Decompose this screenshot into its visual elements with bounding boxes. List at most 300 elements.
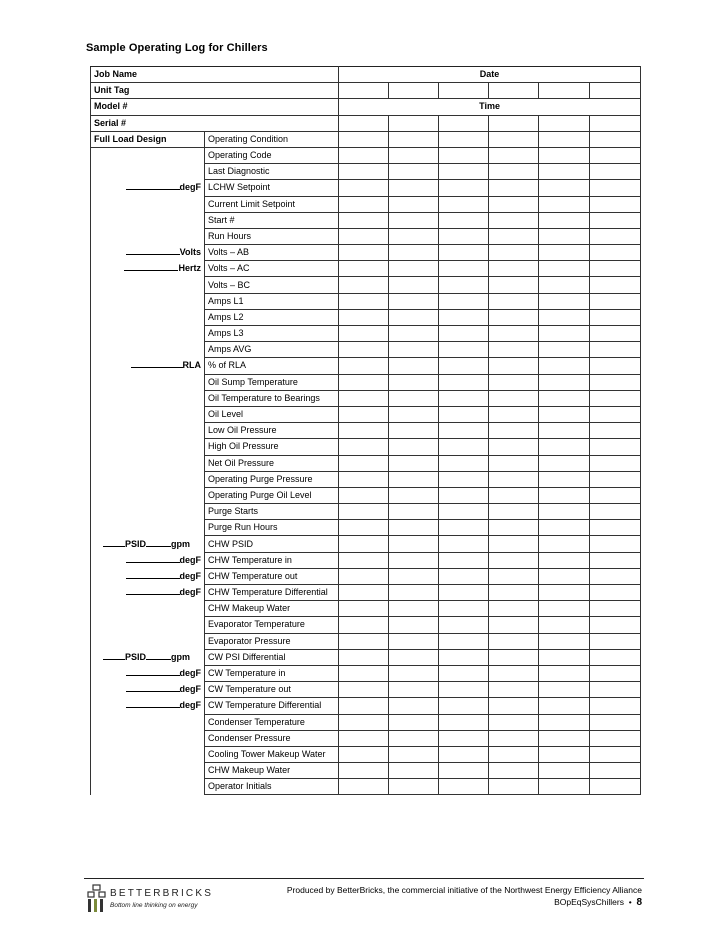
reading-cell[interactable] <box>590 617 641 633</box>
reading-cell[interactable] <box>539 277 590 293</box>
reading-cell[interactable] <box>590 585 641 601</box>
reading-cell[interactable] <box>590 665 641 681</box>
design-value-cell <box>91 779 205 795</box>
reading-cell[interactable] <box>489 471 539 487</box>
time-cell[interactable] <box>439 115 489 131</box>
reading-cell[interactable] <box>489 568 539 584</box>
header-row-job-name <box>91 67 641 83</box>
reading-cell[interactable] <box>489 309 539 325</box>
reading-cell[interactable] <box>389 698 439 714</box>
reading-cell[interactable] <box>389 504 439 520</box>
reading-cell[interactable] <box>539 536 590 552</box>
date-cell[interactable] <box>339 83 389 99</box>
reading-cell[interactable] <box>339 277 389 293</box>
reading-cell[interactable] <box>590 309 641 325</box>
reading-cell[interactable] <box>439 131 489 147</box>
reading-cell[interactable] <box>389 487 439 503</box>
reading-cell[interactable] <box>389 326 439 342</box>
parameter-label: CHW Makeup Water <box>205 601 339 617</box>
parameter-label: Oil Temperature to Bearings <box>205 390 339 406</box>
reading-cell[interactable] <box>489 131 539 147</box>
reading-cell[interactable] <box>439 617 489 633</box>
reading-cell[interactable] <box>439 212 489 228</box>
reading-cell[interactable] <box>489 520 539 536</box>
reading-cell[interactable] <box>590 698 641 714</box>
reading-cell[interactable] <box>590 746 641 762</box>
reading-cell[interactable] <box>339 617 389 633</box>
reading-cell[interactable] <box>389 131 439 147</box>
design-unit-2: gpm <box>171 651 191 662</box>
design-value-cell <box>91 471 205 487</box>
reading-cell[interactable] <box>590 423 641 439</box>
reading-cell[interactable] <box>389 374 439 390</box>
reading-cell[interactable] <box>439 164 489 180</box>
reading-cell[interactable] <box>489 342 539 358</box>
reading-cell[interactable] <box>539 196 590 212</box>
reading-cell[interactable] <box>389 196 439 212</box>
reading-cell[interactable] <box>389 682 439 698</box>
reading-cell[interactable] <box>339 390 389 406</box>
reading-cell[interactable] <box>439 682 489 698</box>
reading-cell[interactable] <box>339 439 389 455</box>
reading-cell[interactable] <box>489 439 539 455</box>
reading-cell[interactable] <box>389 763 439 779</box>
reading-cell[interactable] <box>339 649 389 665</box>
reading-cell[interactable] <box>389 536 439 552</box>
reading-cell[interactable] <box>590 455 641 471</box>
reading-cell[interactable] <box>539 423 590 439</box>
reading-cell[interactable] <box>389 585 439 601</box>
reading-cell[interactable] <box>489 228 539 244</box>
reading-cell[interactable] <box>590 358 641 374</box>
design-value-cell <box>91 326 205 342</box>
reading-cell[interactable] <box>389 617 439 633</box>
log-row <box>91 374 641 390</box>
reading-cell[interactable] <box>439 471 489 487</box>
parameter-label: Volts – AC <box>205 261 339 277</box>
design-value-cell <box>91 682 205 698</box>
parameter-label: CHW Temperature out <box>205 568 339 584</box>
reading-cell[interactable] <box>339 471 389 487</box>
reading-cell[interactable] <box>489 763 539 779</box>
reading-cell[interactable] <box>489 633 539 649</box>
reading-cell[interactable] <box>489 245 539 261</box>
reading-cell[interactable] <box>339 212 389 228</box>
reading-cell[interactable] <box>539 180 590 196</box>
reading-cell[interactable] <box>389 568 439 584</box>
doc-id: BOpEqSysChillers <box>554 897 624 907</box>
log-row <box>91 746 641 762</box>
design-value-cell <box>91 374 205 390</box>
reading-cell[interactable] <box>489 649 539 665</box>
time-cell[interactable] <box>539 115 590 131</box>
reading-cell[interactable] <box>439 180 489 196</box>
parameter-label: Amps L2 <box>205 309 339 325</box>
reading-cell[interactable] <box>339 520 389 536</box>
reading-cell[interactable] <box>590 439 641 455</box>
parameter-label: Net Oil Pressure <box>205 455 339 471</box>
reading-cell[interactable] <box>439 374 489 390</box>
reading-cell[interactable] <box>590 147 641 163</box>
reading-cell[interactable] <box>489 504 539 520</box>
reading-cell[interactable] <box>389 164 439 180</box>
date-cell[interactable] <box>489 83 539 99</box>
parameter-label: Condenser Pressure <box>205 730 339 746</box>
reading-cell[interactable] <box>389 180 439 196</box>
reading-cell[interactable] <box>439 147 489 163</box>
reading-cell[interactable] <box>590 471 641 487</box>
reading-cell[interactable] <box>489 617 539 633</box>
reading-cell[interactable] <box>539 746 590 762</box>
date-cell[interactable] <box>389 83 439 99</box>
reading-cell[interactable] <box>389 471 439 487</box>
reading-cell[interactable] <box>489 779 539 795</box>
reading-cell[interactable] <box>389 212 439 228</box>
design-value-cell <box>91 568 205 584</box>
reading-cell[interactable] <box>389 455 439 471</box>
reading-cell[interactable] <box>590 293 641 309</box>
reading-cell[interactable] <box>539 439 590 455</box>
reading-cell[interactable] <box>439 326 489 342</box>
reading-cell[interactable] <box>439 390 489 406</box>
reading-cell[interactable] <box>339 342 389 358</box>
reading-cell[interactable] <box>439 261 489 277</box>
reading-cell[interactable] <box>590 568 641 584</box>
reading-cell[interactable] <box>339 326 389 342</box>
reading-cell[interactable] <box>339 131 389 147</box>
reading-cell[interactable] <box>590 649 641 665</box>
reading-cell[interactable] <box>339 309 389 325</box>
time-cell[interactable] <box>339 115 389 131</box>
reading-cell[interactable] <box>439 633 489 649</box>
reading-cell[interactable] <box>489 212 539 228</box>
design-value-cell <box>91 665 205 681</box>
reading-cell[interactable] <box>539 358 590 374</box>
reading-cell[interactable] <box>439 487 489 503</box>
reading-cell[interactable] <box>389 309 439 325</box>
design-value-cell <box>91 245 205 261</box>
reading-cell[interactable] <box>539 131 590 147</box>
reading-cell[interactable] <box>489 277 539 293</box>
reading-cell[interactable] <box>590 406 641 422</box>
reading-cell[interactable] <box>339 504 389 520</box>
reading-cell[interactable] <box>489 552 539 568</box>
reading-cell[interactable] <box>339 406 389 422</box>
reading-cell[interactable] <box>489 390 539 406</box>
parameter-label: High Oil Pressure <box>205 439 339 455</box>
reading-cell[interactable] <box>539 601 590 617</box>
parameter-label: Operating Condition <box>205 131 339 147</box>
reading-cell[interactable] <box>539 568 590 584</box>
reading-cell[interactable] <box>389 228 439 244</box>
reading-cell[interactable] <box>389 649 439 665</box>
design-unit: degF <box>179 570 201 581</box>
reading-cell[interactable] <box>439 358 489 374</box>
log-row <box>91 487 641 503</box>
date-cell[interactable] <box>439 83 489 99</box>
reading-cell[interactable] <box>489 585 539 601</box>
time-cell[interactable] <box>389 115 439 131</box>
reading-cell[interactable] <box>539 406 590 422</box>
reading-cell[interactable] <box>339 665 389 681</box>
reading-cell[interactable] <box>389 520 439 536</box>
reading-cell[interactable] <box>539 552 590 568</box>
reading-cell[interactable] <box>339 358 389 374</box>
reading-cell[interactable] <box>339 147 389 163</box>
reading-cell[interactable] <box>339 293 389 309</box>
log-row <box>91 228 641 244</box>
reading-cell[interactable] <box>539 293 590 309</box>
reading-cell[interactable] <box>539 649 590 665</box>
reading-cell[interactable] <box>439 520 489 536</box>
reading-cell[interactable] <box>439 536 489 552</box>
reading-cell[interactable] <box>389 746 439 762</box>
reading-cell[interactable] <box>590 487 641 503</box>
reading-cell[interactable] <box>439 293 489 309</box>
reading-cell[interactable] <box>339 164 389 180</box>
reading-cell[interactable] <box>539 698 590 714</box>
reading-cell[interactable] <box>439 228 489 244</box>
parameter-label: Amps AVG <box>205 342 339 358</box>
reading-cell[interactable] <box>439 406 489 422</box>
reading-cell[interactable] <box>439 439 489 455</box>
reading-cell[interactable] <box>539 228 590 244</box>
reading-cell[interactable] <box>590 245 641 261</box>
reading-cell[interactable] <box>389 342 439 358</box>
reading-cell[interactable] <box>389 245 439 261</box>
reading-cell[interactable] <box>389 552 439 568</box>
reading-cell[interactable] <box>539 682 590 698</box>
reading-cell[interactable] <box>339 585 389 601</box>
reading-cell[interactable] <box>339 196 389 212</box>
reading-cell[interactable] <box>539 665 590 681</box>
reading-cell[interactable] <box>590 374 641 390</box>
reading-cell[interactable] <box>489 147 539 163</box>
reading-cell[interactable] <box>590 520 641 536</box>
reading-cell[interactable] <box>389 358 439 374</box>
reading-cell[interactable] <box>339 261 389 277</box>
log-row <box>91 520 641 536</box>
reading-cell[interactable] <box>389 423 439 439</box>
reading-cell[interactable] <box>439 277 489 293</box>
reading-cell[interactable] <box>539 455 590 471</box>
reading-cell[interactable] <box>489 698 539 714</box>
reading-cell[interactable] <box>590 342 641 358</box>
reading-cell[interactable] <box>539 504 590 520</box>
reading-cell[interactable] <box>489 487 539 503</box>
reading-cell[interactable] <box>389 406 439 422</box>
time-cell[interactable] <box>590 115 641 131</box>
reading-cell[interactable] <box>489 406 539 422</box>
design-unit: degF <box>179 684 201 695</box>
reading-cell[interactable] <box>489 730 539 746</box>
reading-cell[interactable] <box>389 665 439 681</box>
reading-cell[interactable] <box>439 698 489 714</box>
reading-cell[interactable] <box>489 601 539 617</box>
reading-cell[interactable] <box>339 536 389 552</box>
reading-cell[interactable] <box>489 455 539 471</box>
reading-cell[interactable] <box>389 633 439 649</box>
reading-cell[interactable] <box>539 147 590 163</box>
reading-cell[interactable] <box>590 390 641 406</box>
reading-cell[interactable] <box>439 585 489 601</box>
reading-cell[interactable] <box>539 714 590 730</box>
reading-cell[interactable] <box>339 552 389 568</box>
reading-cell[interactable] <box>539 520 590 536</box>
reading-cell[interactable] <box>389 293 439 309</box>
reading-cell[interactable] <box>389 601 439 617</box>
reading-cell[interactable] <box>339 714 389 730</box>
reading-cell[interactable] <box>439 196 489 212</box>
reading-cell[interactable] <box>339 423 389 439</box>
betterbricks-logo <box>86 884 226 914</box>
time-cell[interactable] <box>489 115 539 131</box>
reading-cell[interactable] <box>539 374 590 390</box>
reading-cell[interactable] <box>539 763 590 779</box>
reading-cell[interactable] <box>439 552 489 568</box>
reading-cell[interactable] <box>339 568 389 584</box>
reading-cell[interactable] <box>590 196 641 212</box>
reading-cell[interactable] <box>590 779 641 795</box>
design-value-cell <box>91 763 205 779</box>
reading-cell[interactable] <box>439 309 489 325</box>
reading-cell[interactable] <box>539 730 590 746</box>
log-row <box>91 293 641 309</box>
reading-cell[interactable] <box>539 585 590 601</box>
reading-cell[interactable] <box>590 212 641 228</box>
date-cell[interactable] <box>539 83 590 99</box>
reading-cell[interactable] <box>489 682 539 698</box>
reading-cell[interactable] <box>339 487 389 503</box>
reading-cell[interactable] <box>489 196 539 212</box>
reading-cell[interactable] <box>489 164 539 180</box>
design-value-cell <box>91 585 205 601</box>
reading-cell[interactable] <box>539 779 590 795</box>
reading-cell[interactable] <box>439 714 489 730</box>
reading-cell[interactable] <box>339 455 389 471</box>
design-value-cell <box>91 342 205 358</box>
reading-cell[interactable] <box>489 746 539 762</box>
reading-cell[interactable] <box>489 423 539 439</box>
reading-cell[interactable] <box>339 763 389 779</box>
parameter-label: Operating Purge Oil Level <box>205 487 339 503</box>
reading-cell[interactable] <box>489 180 539 196</box>
reading-cell[interactable] <box>339 698 389 714</box>
reading-cell[interactable] <box>439 746 489 762</box>
reading-cell[interactable] <box>389 439 439 455</box>
reading-cell[interactable] <box>339 601 389 617</box>
reading-cell[interactable] <box>389 277 439 293</box>
reading-cell[interactable] <box>439 665 489 681</box>
reading-cell[interactable] <box>439 423 489 439</box>
reading-cell[interactable] <box>590 536 641 552</box>
reading-cell[interactable] <box>590 633 641 649</box>
reading-cell[interactable] <box>339 779 389 795</box>
logo-tagline: Bottom line thinking on energy <box>110 902 198 909</box>
reading-cell[interactable] <box>590 763 641 779</box>
reading-cell[interactable] <box>539 617 590 633</box>
reading-cell[interactable] <box>489 326 539 342</box>
reading-cell[interactable] <box>489 261 539 277</box>
reading-cell[interactable] <box>539 164 590 180</box>
reading-cell[interactable] <box>339 374 389 390</box>
reading-cell[interactable] <box>590 601 641 617</box>
reading-cell[interactable] <box>539 342 590 358</box>
reading-cell[interactable] <box>439 763 489 779</box>
reading-cell[interactable] <box>389 714 439 730</box>
reading-cell[interactable] <box>439 601 489 617</box>
reading-cell[interactable] <box>389 779 439 795</box>
reading-cell[interactable] <box>590 682 641 698</box>
reading-cell[interactable] <box>539 245 590 261</box>
reading-cell[interactable] <box>389 261 439 277</box>
reading-cell[interactable] <box>389 730 439 746</box>
reading-cell[interactable] <box>590 326 641 342</box>
reading-cell[interactable] <box>489 536 539 552</box>
reading-cell[interactable] <box>590 164 641 180</box>
reading-cell[interactable] <box>339 746 389 762</box>
reading-cell[interactable] <box>539 326 590 342</box>
reading-cell[interactable] <box>339 245 389 261</box>
reading-cell[interactable] <box>590 261 641 277</box>
log-row <box>91 164 641 180</box>
reading-cell[interactable] <box>339 180 389 196</box>
reading-cell[interactable] <box>590 714 641 730</box>
reading-cell[interactable] <box>439 649 489 665</box>
reading-cell[interactable] <box>489 714 539 730</box>
reading-cell[interactable] <box>539 633 590 649</box>
reading-cell[interactable] <box>339 682 389 698</box>
reading-cell[interactable] <box>539 471 590 487</box>
date-cell[interactable] <box>590 83 641 99</box>
design-unit: degF <box>179 554 201 565</box>
reading-cell[interactable] <box>339 228 389 244</box>
reading-cell[interactable] <box>539 309 590 325</box>
reading-cell[interactable] <box>439 730 489 746</box>
reading-cell[interactable] <box>439 779 489 795</box>
parameter-label: Volts – BC <box>205 277 339 293</box>
reading-cell[interactable] <box>489 293 539 309</box>
reading-cell[interactable] <box>389 390 439 406</box>
reading-cell[interactable] <box>489 374 539 390</box>
reading-cell[interactable] <box>339 633 389 649</box>
reading-cell[interactable] <box>439 504 489 520</box>
reading-cell[interactable] <box>439 568 489 584</box>
reading-cell[interactable] <box>489 358 539 374</box>
reading-cell[interactable] <box>439 455 489 471</box>
reading-cell[interactable] <box>389 147 439 163</box>
reading-cell[interactable] <box>489 665 539 681</box>
reading-cell[interactable] <box>590 552 641 568</box>
parameter-label: LCHW Setpoint <box>205 180 339 196</box>
design-value-cell <box>91 212 205 228</box>
reading-cell[interactable] <box>539 261 590 277</box>
reading-cell[interactable] <box>439 342 489 358</box>
reading-cell[interactable] <box>539 390 590 406</box>
design-value-cell <box>91 423 205 439</box>
reading-cell[interactable] <box>539 487 590 503</box>
reading-cell[interactable] <box>590 730 641 746</box>
reading-cell[interactable] <box>590 277 641 293</box>
parameter-label: Operator Initials <box>205 779 339 795</box>
reading-cell[interactable] <box>590 180 641 196</box>
reading-cell[interactable] <box>339 730 389 746</box>
reading-cell[interactable] <box>590 504 641 520</box>
reading-cell[interactable] <box>539 212 590 228</box>
reading-cell[interactable] <box>590 228 641 244</box>
reading-cell[interactable] <box>439 245 489 261</box>
reading-cell[interactable] <box>590 131 641 147</box>
